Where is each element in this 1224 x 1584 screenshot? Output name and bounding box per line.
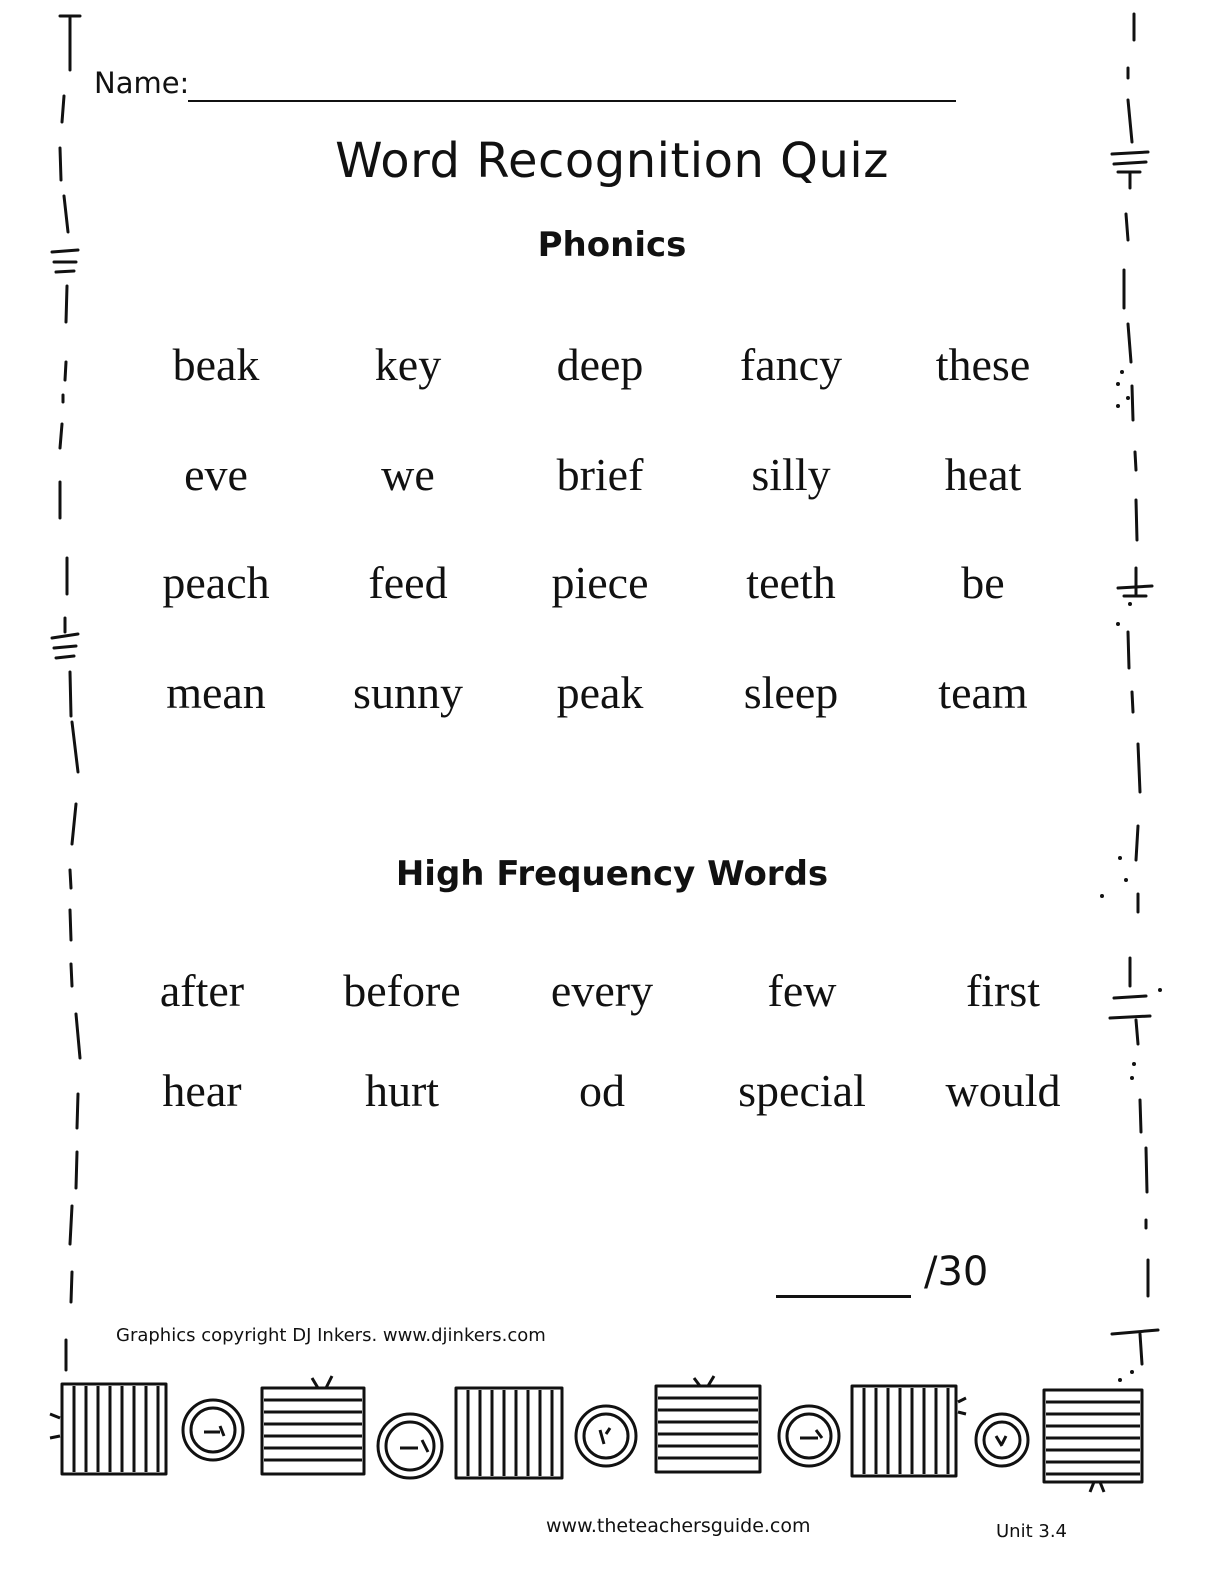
quiz-word: hear	[162, 1065, 242, 1116]
quiz-word: peach	[162, 557, 270, 608]
quiz-word: few	[767, 965, 837, 1016]
footer-url: www.theteachersguide.com	[546, 1515, 811, 1537]
quiz-word: teeth	[746, 557, 836, 608]
quiz-word: sleep	[743, 667, 839, 718]
gift-box-icon	[852, 1386, 966, 1476]
button-icon	[976, 1414, 1028, 1466]
quiz-word: team	[938, 667, 1028, 718]
button-icon	[779, 1406, 839, 1466]
quiz-word: eve	[184, 449, 248, 500]
gift-box-icon	[656, 1376, 760, 1472]
name-label: Name:	[94, 66, 190, 100]
quiz-word: these	[935, 339, 1031, 390]
gift-box-icon	[262, 1376, 364, 1474]
quiz-word: would	[945, 1065, 1061, 1116]
quiz-word: od	[579, 1065, 625, 1116]
unit-label: Unit 3.4	[996, 1521, 1067, 1542]
score-total: /30	[924, 1249, 989, 1295]
quiz-word: beak	[172, 339, 260, 390]
quiz-word: mean	[166, 667, 266, 718]
quiz-word: feed	[368, 557, 448, 608]
gift-box-icon	[1044, 1390, 1142, 1492]
copyright-notice: Graphics copyright DJ Inkers. www.djinkers.com	[116, 1325, 546, 1346]
button-icon	[576, 1406, 636, 1466]
quiz-word: brief	[556, 449, 644, 500]
quiz-word: sunny	[353, 667, 463, 718]
phonics-heading: Phonics	[537, 225, 687, 265]
quiz-word: heat	[944, 449, 1022, 500]
quiz-word: after	[159, 965, 245, 1016]
page-title: Word Recognition Quiz	[335, 133, 889, 189]
quiz-word: piece	[551, 557, 649, 608]
gift-box-icon	[50, 1384, 166, 1474]
quiz-word: hurt	[364, 1065, 440, 1116]
quiz-word: before	[343, 965, 461, 1016]
button-icon	[378, 1414, 442, 1478]
quiz-word: first	[965, 965, 1041, 1016]
quiz-word: every	[550, 965, 654, 1016]
quiz-word: peak	[556, 667, 644, 718]
quiz-word: we	[381, 449, 435, 500]
quiz-word: key	[374, 339, 442, 390]
quiz-word: special	[738, 1065, 866, 1116]
button-icon	[183, 1400, 243, 1460]
gift-box-icon	[456, 1388, 562, 1478]
quiz-word: deep	[556, 339, 644, 390]
quiz-word: fancy	[739, 339, 843, 390]
quiz-word: silly	[751, 449, 831, 500]
quiz-word: be	[961, 557, 1005, 608]
high-frequency-heading: High Frequency Words	[395, 854, 829, 894]
